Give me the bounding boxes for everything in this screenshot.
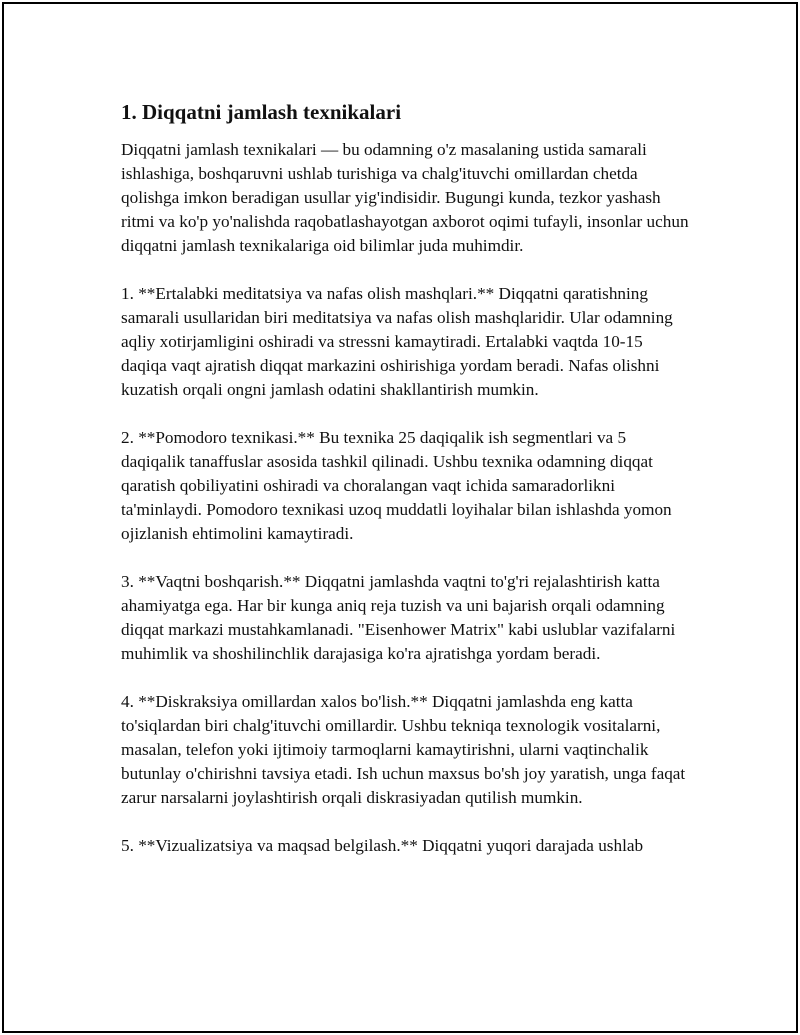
paragraph-pomodoro: 2. **Pomodoro texnikasi.** Bu texnika 25 daqiqalik ish segmentlari va 5 daqiqalik tanaffuslar asosida tashkil qilinadi. Ushbu texnika odamning diqqat qaratish qobiliyatini oshiradi va choralangan vaqt ichida samaradorlikni ta'minlaydi. Pomodoro texnikasi uzoq muddatli loyihalar bilan ishlashda yomon ojizlanish ehtimolini kamaytiradi. [121,428,672,543]
paragraph-visualization: 5. **Vizualizatsiya va maqsad belgilash.** Diqqatni yuqori darajada ushlab [121,836,644,855]
intro-paragraph: Diqqatni jamlash texnikalari — bu odamning o'z masalaning ustida samarali ishlashiga, boshqaruvni ushlab turishiga va chalg'ituvchi omillardan chetda qolishga imkon beradigan usullar yig'indisidir. Bugungi kunda, tezkor yashash ritmi va ko'p yo'nalishda raqobatlashayotgan axborot oqimi tufayli, insonlar uchun diqqatni jamlash texnikalariga oid bilimlar juda muhimdir. [121,140,689,255]
paragraph-time-management: 3. **Vaqtni boshqarish.** Diqqatni jamlashda vaqtni to'g'ri rejalashtirish katta ahamiyatga ega. Har bir kunga aniq reja tuzish va uni bajarish orqali odamning diqqat markazi mustahkamlanadi. "Eisenhower Matrix" kabi uslublar vazifalarni muhimlik va shoshilinchlik darajasiga ko'ra ajratishga yordam beradi. [121,572,676,663]
paragraph-meditation: 1. **Ertalabki meditatsiya va nafas olish mashqlari.** Diqqatni qaratishning samarali usullaridan biri meditatsiya va nafas olish mashqlaridir. Ular odamning aqliy xotirjamligini oshiradi va stressni kamaytiradi. Ertalabki vaqtda 10-15 daqiqa vaqt ajratish diqqat markazini oshirishiga yordam beradi. Nafas olishni kuzatish orqali ongni jamlash odatini shakllantirish mumkin. [121,284,673,399]
paragraph-distraction: 4. **Diskraksiya omillardan xalos bo'lish.** Diqqatni jamlashda eng katta to'siqlardan biri chalg'ituvchi omillardir. Ushbu tekniqa texnologik vositalarni, masalan, telefon yoki ijtimoiy tarmoqlarni kamaytirishni, ularni vaqtinchalik butunlay o'chirishni tavsiya etadi. Ish uchun maxsus bo'sh joy yaratish, unga faqat zarur narsalarni joylashtirish orqali diskrasiyadan qutilish mumkin. [121,692,686,807]
section-heading: 1. Diqqatni jamlash texnikalari [121,100,402,124]
document-body [121,98,691,882]
page [2,2,798,1033]
